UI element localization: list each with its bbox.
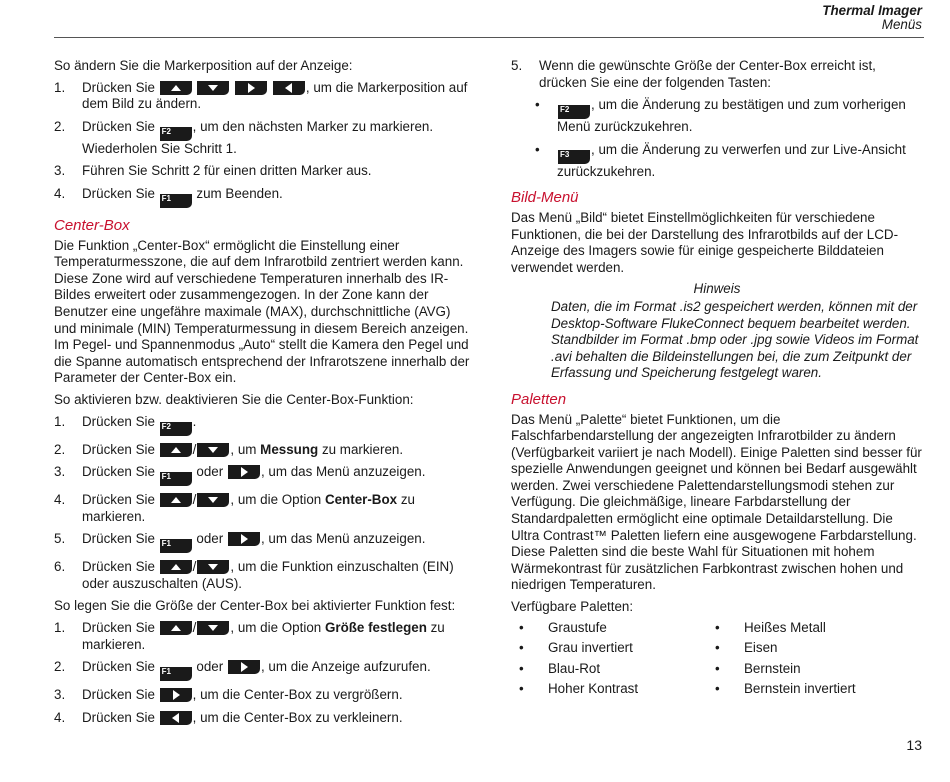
palette-item: • Heißes Metall [715,619,826,635]
step-text: , um die Option [230,492,325,508]
step-bold-text: Größe festlegen [324,620,427,636]
down-arrow-key-icon [197,560,229,574]
f2-key-icon: F2 [160,422,192,436]
step-text: Drücken Sie [82,531,155,547]
step-text: Wenn die gewünschte Größe der Center-Box erreicht ist, drücken Sie eine der folgenden Tasten: [539,58,876,90]
f3-key-icon: F3 [558,150,590,164]
size-step-1: 1. Drücken Sie / , um die Option Größe festlegen zu markieren. [54,620,445,652]
down-arrow-key-icon [197,443,229,457]
bullet-confirm [535,97,923,136]
step-text: Drücken Sie [82,413,155,429]
step-number: 2. [54,118,66,134]
size-step-2 [54,659,470,681]
palette-name: Grau invertiert [548,640,633,656]
right-arrow-key-icon [228,660,260,674]
step-text: Drücken Sie [82,659,155,675]
bullet-symbol: • [535,141,540,157]
step-text: , um die Center-Box zu verkleinern. [192,709,403,725]
step-text: Drücken Sie [82,620,155,636]
step-number: 3. [54,687,66,703]
marker-intro: So ändern Sie die Markerposition auf der Anzeige: [54,58,353,73]
step-text: Drücken Sie [82,79,155,95]
up-arrow-key-icon [160,443,192,457]
step-text: oder [196,531,224,547]
bullet-discard [535,142,923,181]
step-number: 2. [54,659,66,675]
palette-list [511,620,923,698]
step-text: Drücken Sie [82,559,155,575]
step-text: zu markieren. [318,441,404,457]
palette-name: Eisen [744,640,778,656]
palette-name: Graustufe [548,619,607,635]
center-box-description: Die Funktion „Center-Box“ ermöglicht die Einstellung einer Temperaturmesszone, die auf dem Infrarotbild zentriert werden kann. Diese Zone wird auf verschiedene Temperaturen innerhalb des IR-Bildes erweitert oder zusammengezogen. In der Zone kann der Benutzer eine ungefähre maximale (MAX), durchschnittliche (AVG) und minimale (MIN) Temperaturmessung in diesem Bereich anzeigen. Im Pegel- und Spannenmodus „Auto“ stellt die Kamera den Pegel und die Spanne automatisch entsprechend der Infrarotszene innerhalb der Parameter der Center-Box ein. [54,237,470,386]
marker-step-2 [54,119,470,158]
f2-key-icon: F2 [558,105,590,119]
left-arrow-key-icon [273,81,305,95]
activate-intro: So aktivieren bzw. deaktivieren Sie die Center-Box-Funktion: [54,391,414,407]
size-step-4 [54,710,470,727]
step-text: Drücken Sie [82,185,155,201]
step-text: Drücken Sie [82,687,155,703]
step-number: 4. [54,709,66,725]
right-arrow-key-icon [228,532,260,546]
palette-item: • Eisen [715,640,778,656]
right-arrow-key-icon [235,81,267,95]
step-text: , um die Markerposition auf dem Bild zu ändern. [82,79,468,112]
f1-key-icon: F1 [160,194,192,208]
step-bold-text: Messung [260,441,319,457]
header-subtitle: Menüs [881,17,922,32]
step-number: 1. [54,79,66,95]
step-text: zu markieren. [82,492,415,524]
activate-step-1 [54,414,470,436]
step-number: 1. [54,413,66,429]
right-arrow-key-icon [228,465,260,479]
marker-step-4 [54,186,470,208]
palette-item: • Grau invertiert [519,640,633,656]
step-text: , um die Option [230,620,325,636]
step-number: 4. [54,492,66,508]
activate-steps [54,414,470,593]
f1-key-icon: F1 [160,539,192,553]
palette-name: Blau-Rot [548,660,601,676]
up-arrow-key-icon [160,621,192,635]
activate-step-5 [54,531,470,553]
header-title: Thermal Imager [822,3,922,18]
step-text: zum Beenden. [192,185,283,201]
step-text: , um die Center-Box zu vergrößern. [192,687,403,703]
paletten-description: Das Menü „Palette“ bietet Funktionen, um die Falschfarbendarstellung der angezeigten Infrarotbilder zu ändern (Verfügbarkeit variiert je nach Modell). Einige Paletten sind besser für spezielle Anwendungen geeignet und können bei Bedarf ausgewählt werden. Zwei verschiedene Palettendarstellungsmodi stehen zur Verfügung. Die gleichmäßige, lineare Farbdarstellung der Standardpaletten ermöglicht eine optimale Detaildarstellung. Die Ultra Contrast™ Paletten liefern eine ausgewogene Farbdarstellung. Diese Paletten sind die beste Wahl für Situationen mit hohem Wärmekontrast für zusätzlichen Farbkontrast zwischen hohen und niedrigen Temperaturen. [511,411,922,593]
page-number: 13 [906,737,922,754]
step-text: Drücken Sie [82,709,155,725]
right-column [511,58,923,698]
down-arrow-key-icon [197,621,229,635]
step-text: , um den nächsten Marker zu markieren. Wiederholen Sie Schritt 1. [82,118,434,156]
step-number: 2. [54,441,66,457]
step-number: 1. [54,620,66,636]
step-text: Drücken Sie [82,492,155,508]
palette-item: • Bernstein [715,660,801,676]
down-arrow-key-icon [197,81,229,95]
header-rule [54,37,924,38]
step-bold-text: Center-Box [324,492,398,508]
note-heading: Hinweis [693,281,741,297]
size-step-5 [511,58,923,91]
up-arrow-key-icon [160,493,192,507]
palette-name: Bernstein [744,660,801,676]
step-number: 5. [511,58,523,73]
step-text: zu markieren. [82,620,445,652]
step-text: oder [196,464,224,480]
palette-item: • Graustufe [519,619,607,635]
activate-step-6: 6. Drücken Sie / , um die Funktion einzuschalten (EIN) oder auszuschalten (AUS). [54,559,454,591]
step-text: , um das Menü anzuzeigen. [260,531,426,547]
step-number: 6. [54,559,66,575]
bullet-symbol: • [535,97,540,113]
marker-step-3 [54,163,470,180]
step-text: , um das Menü anzuzeigen. [260,464,426,480]
left-arrow-key-icon [160,711,192,725]
bild-menu-description: Das Menü „Bild“ bietet Einstellmöglichkeiten für verschiedene Funktionen, die bei der Darstellung des Infrarotbilds auf der LCD-Anzeige des Imagers sowie für einige gespeicherte Bilddateien verwendet werden. [511,209,899,275]
palette-item: • Hoher Kontrast [519,681,639,697]
bild-menu-heading: Bild-Menü [511,189,579,207]
up-arrow-key-icon [160,81,192,95]
palette-item: • Blau-Rot [519,660,601,676]
available-palettes-label: Verfügbare Paletten: [511,599,634,615]
step-text: Drücken Sie [82,118,155,134]
size-intro: So legen Sie die Größe der Center-Box bei aktivierter Funktion fest: [54,598,456,614]
right-arrow-key-icon [160,688,192,702]
f1-key-icon: F1 [160,667,192,681]
activate-step-4: 4. Drücken Sie / , um die Option Center-Box zu markieren. [54,492,415,524]
step-text: . [192,413,197,429]
step-number: 3. [54,163,66,179]
palette-name: Hoher Kontrast [548,681,639,697]
activate-step-3 [54,464,470,486]
palette-item: • Bernstein invertiert [715,681,856,697]
size-steps [54,620,470,726]
marker-steps [54,80,470,208]
step-text: , um die Anzeige aufzurufen. [260,659,431,675]
up-arrow-key-icon [160,560,192,574]
bullet-text: , um die Änderung zu verwerfen und zur Live-Ansicht zurückzukehren. [557,141,906,179]
step-number: 5. [54,531,66,547]
size-step-3 [54,687,470,704]
step-text: , um [230,441,261,457]
f1-key-icon: F1 [160,472,192,486]
f2-key-icon: F2 [160,127,192,141]
step-number: 4. [54,185,66,201]
step-text: oder [196,659,224,675]
left-column [54,58,470,732]
bullet-text: , um die Änderung zu bestätigen und zum vorherigen Menü zurückzukehren. [557,97,906,135]
palette-name: Heißes Metall [744,619,826,635]
center-box-heading: Center-Box [54,216,130,234]
down-arrow-key-icon [197,493,229,507]
marker-step-1 [54,80,470,113]
note-text: Daten, die im Format .is2 gespeichert werden, können mit der Desktop-Software FlukeConnect bequem bearbeitet werden. Standbilder im Format .bmp oder .jpg sowie Videos im Format .avi behalten die Bildeinstellungen bei, die zum Zeitpunkt der Erfassung und Speicherung festgelegt waren. [551,298,919,381]
step-text: , um die Funktion einzuschalten (EIN) oder auszuschalten (AUS). [82,559,454,591]
step-number: 3. [54,464,66,480]
palette-name: Bernstein invertiert [744,681,856,697]
step-text: Drücken Sie [82,464,155,480]
paletten-heading: Paletten [511,390,567,408]
step-text: Führen Sie Schritt 2 für einen dritten Marker aus. [82,163,372,179]
activate-step-2: 2. Drücken Sie / , um Messung zu markieren. [54,441,404,457]
step-text: Drücken Sie [82,441,155,457]
